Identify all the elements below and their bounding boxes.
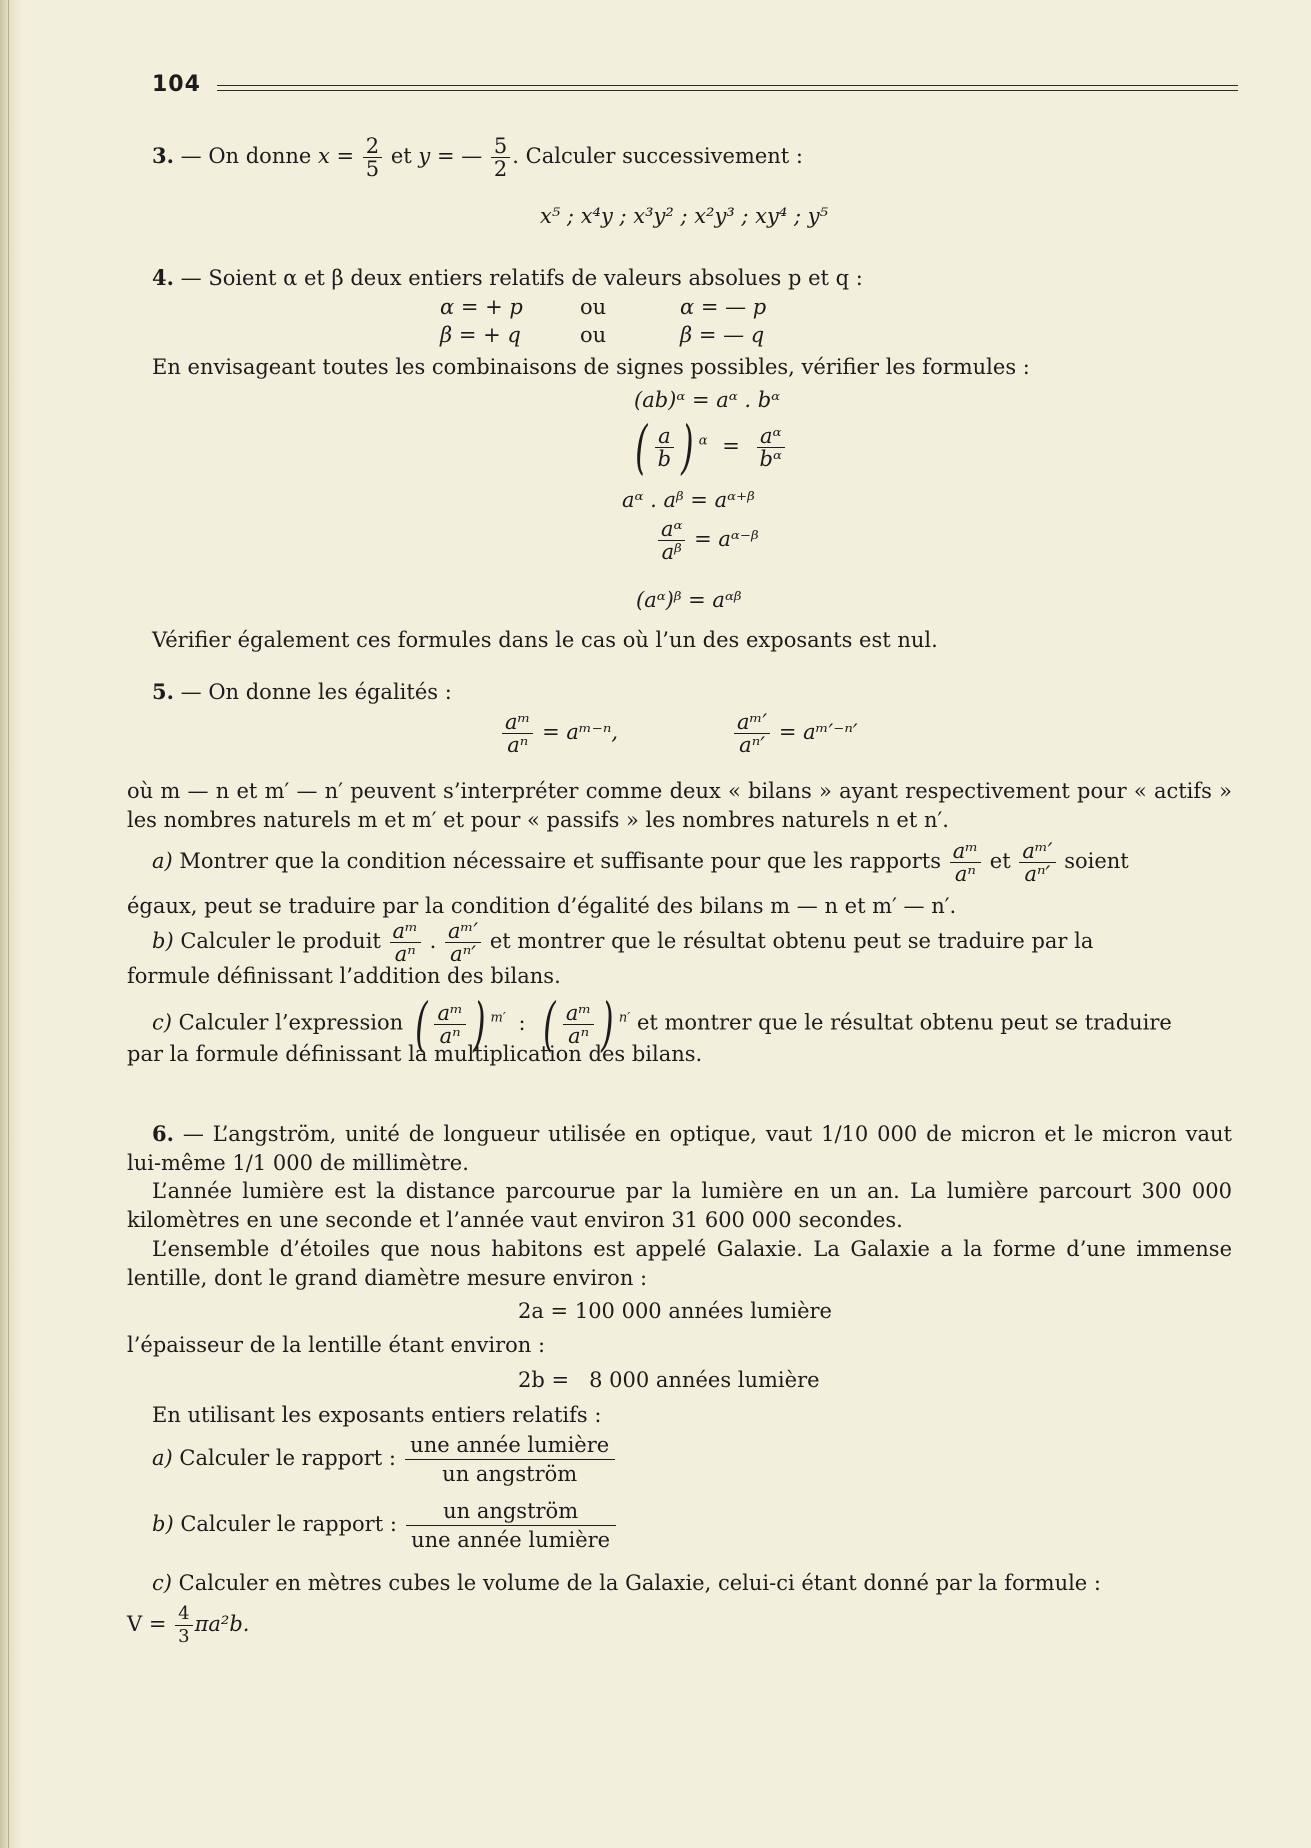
label: b) xyxy=(152,929,174,953)
text: Soient α et β deux entiers relatifs de valeurs absolues p et q : xyxy=(208,266,863,290)
equality-1 xyxy=(500,711,618,756)
fraction-x xyxy=(363,135,382,180)
text: et xyxy=(989,849,1011,873)
x-equals: x = xyxy=(317,144,355,168)
ou-label: ou xyxy=(580,295,607,319)
exercise-4-verify: Vérifier également ces formules dans le cas où l’un des exposants est nul. xyxy=(152,628,938,652)
exercise-3-statement xyxy=(152,135,803,180)
dash: — xyxy=(180,144,202,168)
exercise-6-p4: l’épaisseur de la lentille étant environ : xyxy=(127,1333,546,1357)
denominator: aⁿ xyxy=(394,942,416,966)
numerator: aᵐ′ xyxy=(445,920,481,943)
text: Calculer le rapport : xyxy=(180,1512,397,1536)
exponent: α xyxy=(698,433,708,449)
rhs: = aᵅ⁻ᵝ xyxy=(694,527,759,551)
numerator: aᵐ xyxy=(950,840,981,863)
numerator: aᵐ′ xyxy=(1019,840,1055,863)
denominator: aⁿ xyxy=(439,1023,461,1048)
equality-2 xyxy=(732,711,858,756)
numerator: a xyxy=(655,425,674,448)
dash: — xyxy=(180,680,202,704)
rhs: = aᵐ′⁻ⁿ′ xyxy=(778,720,858,744)
text: et montrer que le résultat obtenu peut se traduire xyxy=(636,1010,1172,1035)
text: et montrer que le résultat obtenu peut se traduire par la xyxy=(489,929,1094,953)
exercise-6-c xyxy=(152,1569,1101,1598)
text: L’angström, unité de longueur utilisée en optique, vaut 1/10 000 de micron et le micron vaut lui-même 1/1 000 de millimètre. xyxy=(127,1122,1232,1175)
dash: — xyxy=(182,1122,204,1146)
header-rule xyxy=(217,85,1238,91)
beta-minus: β = — q xyxy=(680,323,765,347)
denominator: 3 xyxy=(178,1626,190,1647)
y-equals: y = — xyxy=(418,144,483,168)
exercise-6-p1 xyxy=(127,1119,1232,1178)
numerator: aᵅ xyxy=(757,425,785,448)
denominator: aⁿ xyxy=(954,862,976,886)
exercise-6-p5: En utilisant les exposants entiers relatifs : xyxy=(152,1403,602,1427)
denominator: 5 xyxy=(365,157,380,181)
text: et xyxy=(390,144,412,168)
numerator: 4 xyxy=(175,1603,192,1626)
numerator: une année lumière xyxy=(405,1431,615,1460)
alpha-minus: α = — p xyxy=(680,295,767,319)
exercise-number: 3. xyxy=(152,143,174,168)
exercise-5-a xyxy=(152,840,1232,885)
exercise-6-b xyxy=(152,1497,618,1554)
alpha-plus: α = + p xyxy=(440,295,523,319)
exercise-number: 4. xyxy=(152,265,174,290)
label: c) xyxy=(152,1010,172,1035)
label: b) xyxy=(152,1512,174,1536)
formula-3: aᵅ . aᵝ = aᵅ⁺ᵝ xyxy=(622,488,755,512)
exercise-5-b: b) Calculer le produit $\frac{\text{aᵐ}}{\text{aⁿ}}$ . $\frac{\text{aᵐ′}}{\text{aⁿ′}}$ et montrer que le résultat obtenu peut se traduire par la xyxy=(152,919,1094,966)
text: Calculer l’expression xyxy=(178,1010,404,1035)
formula-2: ( $\frac{a}{b}$ ) $^\alpha$ = $\frac{\text{aᵅ}}{\text{bᵅ}}$ xyxy=(630,418,787,476)
numerator: aᵅ xyxy=(658,518,685,541)
numerator: 2 xyxy=(363,135,382,158)
denominator: aⁿ′ xyxy=(1024,862,1051,886)
text: Calculer en mètres cubes le volume de la Galaxie, celui-ci étant donné par la formule : xyxy=(178,1571,1101,1595)
exercise-4-intro xyxy=(152,263,863,293)
numerator: aᵐ xyxy=(434,1002,465,1025)
text: Calculer le produit xyxy=(180,929,381,953)
page-header xyxy=(152,72,1238,102)
galaxy-volume-formula xyxy=(127,1603,249,1648)
exercise-6-p3: L’ensemble d’étoiles que nous habitons est appelé Galaxie. La Galaxie a la forme d’une immense lentille, dont le grand diamètre mesure environ : xyxy=(127,1237,1232,1290)
exercise-5-intro xyxy=(152,677,452,707)
denominator: aⁿ xyxy=(507,733,529,757)
beta-plus: β = + q xyxy=(440,323,521,347)
numerator: aᵐ′ xyxy=(734,711,770,734)
formula-1: (ab)ᵅ = aᵅ . bᵅ xyxy=(634,388,781,412)
exercise-5-b-cont: formule définissant l’addition des bilans. xyxy=(127,964,561,988)
exercise-6-p2: L’année lumière est la distance parcourue par la lumière en un an. La lumière parcourt 300 000 kilomètres en une seconde et l’année vaut environ 31 600 000 secondes. xyxy=(127,1179,1232,1232)
text: . Calculer successivement : xyxy=(512,144,803,168)
label: c) xyxy=(152,1571,172,1595)
label: a) xyxy=(152,849,173,873)
exercise-5-a-cont: égaux, peut se traduire par la condition d’égalité des bilans m — n et m′ — n′. xyxy=(127,894,957,918)
exercise-number: 5. xyxy=(152,679,174,704)
denominator: aⁿ′ xyxy=(450,942,476,966)
numerator: aᵐ xyxy=(502,711,533,734)
exercise-5-c-cont: par la formule définissant la multiplication des bilans. xyxy=(127,1042,703,1066)
page-binding-edge xyxy=(0,0,22,1848)
fraction-y xyxy=(491,135,510,180)
exponent: m′ xyxy=(490,1010,506,1026)
denominator: bᵅ xyxy=(759,446,782,471)
denominator: 2 xyxy=(493,157,508,181)
denominator: aᵝ xyxy=(661,540,682,564)
exercise-number: 6. xyxy=(152,1121,174,1146)
text: Calculer le rapport : xyxy=(179,1446,396,1470)
exercise-4-instruction: En envisageant toutes les combinaisons de signes possibles, vérifier les formules : xyxy=(152,355,1030,379)
denominator: aⁿ xyxy=(568,1023,590,1048)
text: On donne les égalités : xyxy=(208,680,452,704)
rhs: = aᵐ⁻ⁿ, xyxy=(542,720,619,744)
text: Montrer que la condition nécessaire et suffisante pour que les rapports xyxy=(179,849,942,873)
exercise-5-bilans-text: où m — n et m′ — n′ peuvent s’interpréter comme deux « bilans » ayant respectivement pour « actifs » les nombres naturels m et m′ et pour « passifs » les nombres naturels n et n′. xyxy=(127,779,1232,832)
equation-2b: 2b = 8 000 années lumière xyxy=(518,1368,820,1392)
numerator: aᵐ xyxy=(390,920,421,943)
exponent: n′ xyxy=(618,1010,631,1026)
denominator: une année lumière xyxy=(411,1528,611,1552)
exercise-5-c: c) Calculer l’expression ( $\frac{\text{aᵐ}}{\text{aⁿ}}$ ) $^{m'}$ : ( $\frac{\text{aᵐ}}{\text{aⁿ}}$ ) $^{n'}$ et montrer que le résultat obtenu peut se traduire xyxy=(152,990,1172,1058)
ou-label: ou xyxy=(580,323,607,347)
denominator: un angström xyxy=(442,1462,578,1486)
equation-2a: 2a = 100 000 années lumière xyxy=(518,1299,832,1323)
text: On donne xyxy=(208,144,312,168)
label: a) xyxy=(152,1446,173,1470)
dash: — xyxy=(180,266,202,290)
formula-4 xyxy=(656,518,759,563)
exercise-6-a xyxy=(152,1431,617,1488)
numerator: 5 xyxy=(491,135,510,158)
denominator: aⁿ′ xyxy=(739,733,765,757)
lhs: V = xyxy=(127,1612,167,1636)
exercise-3-powers-list: x⁵ ; x⁴y ; x³y² ; x²y³ ; xy⁴ ; y⁵ xyxy=(540,204,829,228)
rhs: πa²b. xyxy=(194,1612,250,1636)
numerator: un angström xyxy=(406,1497,616,1526)
text: soient xyxy=(1064,849,1129,873)
formula-5: (aᵅ)ᵝ = aᵅᵝ xyxy=(636,588,742,612)
denominator: b xyxy=(657,446,672,471)
numerator: aᵐ xyxy=(563,1002,594,1025)
page-number: 104 xyxy=(152,72,201,97)
